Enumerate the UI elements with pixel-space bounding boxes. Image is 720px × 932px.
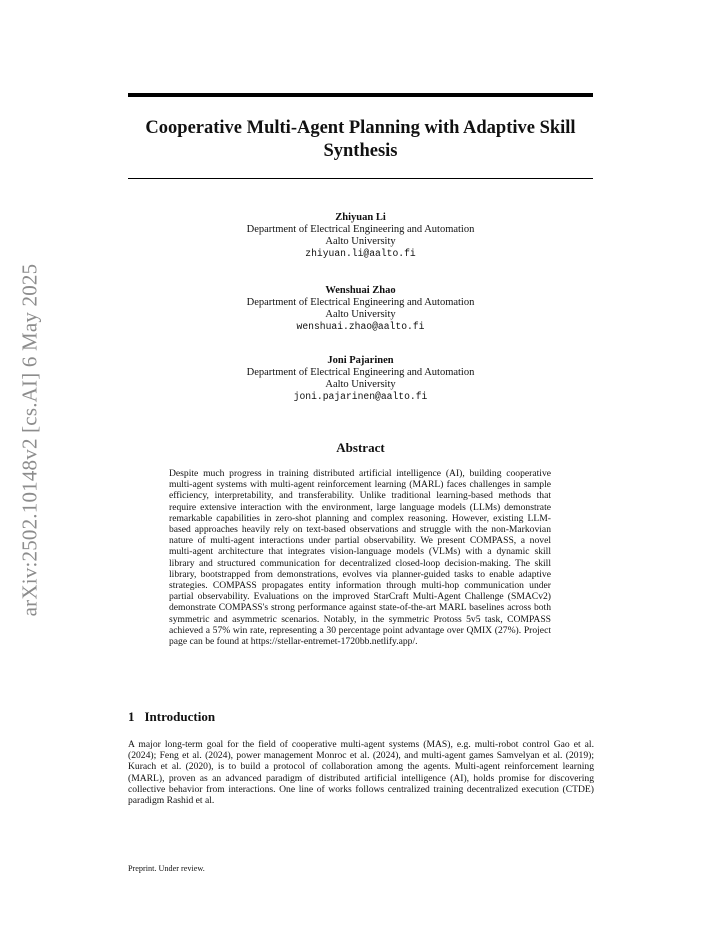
author-name: Joni Pajarinen (327, 355, 394, 366)
preprint-footnote: Preprint. Under review. (128, 864, 205, 873)
section-title: Introduction (144, 709, 216, 724)
author-univ: Aalto University (325, 236, 396, 247)
abstract-body: Despite much progress in training distributed artificial intelligence (AI), building cooperative multi-agent systems with multi-agent reinforcement learning (MARL) faces challenges in sample efficiency, interpretability, and transferability. Unlike traditional learning-based methods that require extensive interaction with the environment, large language models (LLMs) demonstrate remarkable capabilities in zero-shot planning and complex reasoning. However, existing LLM-based approaches heavily rely on text-based observations and struggle with the non-Markovian nature of multi-agent interactions under partial observability. We present COMPASS, a novel multi-agent architecture that integrates vision-language models (VLMs) with a dynamic skill library and structured communication for decentralized closed-loop decision-making. The skill library, bootstrapped from demonstrations, evolves via planner-guided tasks to enable adaptive strategies. COMPASS propagates entity information through multi-hop communication under partial observability. Evaluations on the improved StarCraft Multi-Agent Challenge (SMACv2) demonstrate COMPASS's strong performance against state-of-the-art MARL baselines across both symmetric and asymmetric scenarios. Notably, in the symmetric Protoss 5v5 task, COMPASS achieved a 57% win rate, representing a 30 percentage point advantage over QMIX (27%). Project page can be found at https://stellar-entremet-1720bb.netlify.app/. (169, 468, 551, 648)
author-dept: Department of Electrical Engineering and Automation (246, 367, 475, 378)
abstract-heading: Abstract (336, 440, 385, 455)
author-block (128, 355, 593, 403)
arxiv-side-stamp (10, 250, 50, 630)
paper-title: Cooperative Multi-Agent Planning with Adaptive Skill Synthesis (145, 118, 576, 161)
author-univ: Aalto University (325, 379, 396, 390)
author-block (128, 285, 593, 333)
author-email[interactable]: zhiyuan.li@aalto.fi (305, 248, 416, 259)
author-dept: Department of Electrical Engineering and Automation (246, 224, 475, 235)
author-univ: Aalto University (325, 309, 396, 320)
author-name: Zhiyuan Li (335, 212, 386, 223)
author-dept: Department of Electrical Engineering and Automation (246, 297, 475, 308)
section-heading (128, 709, 215, 725)
arxiv-id-text: arXiv:2502.10148v2 [cs.AI] 6 May 2025 (17, 263, 42, 617)
author-name: Wenshuai Zhao (325, 285, 396, 296)
section-number: 1 (128, 709, 135, 724)
intro-paragraph: A major long-term goal for the field of cooperative multi-agent systems (MAS), e.g. multi-robot control Gao et al. (2024); Feng et al. (2024), power management Monroc et al. (2024), and multi-agent games Samvelyan et al. (2019); Kurach et al. (2020), is to build a protocol of collaboration among the agents. Multi-agent reinforcement learning (MARL), proven as an advanced paradigm of distributed artificial intelligence (AI), holds promise for discovering collective behavior from interactions. One line of works follows centralized training decentralized execution (CTDE) paradigm Rashid et al. (128, 739, 594, 807)
author-block (128, 212, 593, 260)
title-rule-bottom (128, 178, 593, 179)
author-email[interactable]: joni.pajarinen@aalto.fi (293, 391, 428, 402)
title-rule-top (128, 93, 593, 97)
author-email[interactable]: wenshuai.zhao@aalto.fi (296, 321, 425, 332)
